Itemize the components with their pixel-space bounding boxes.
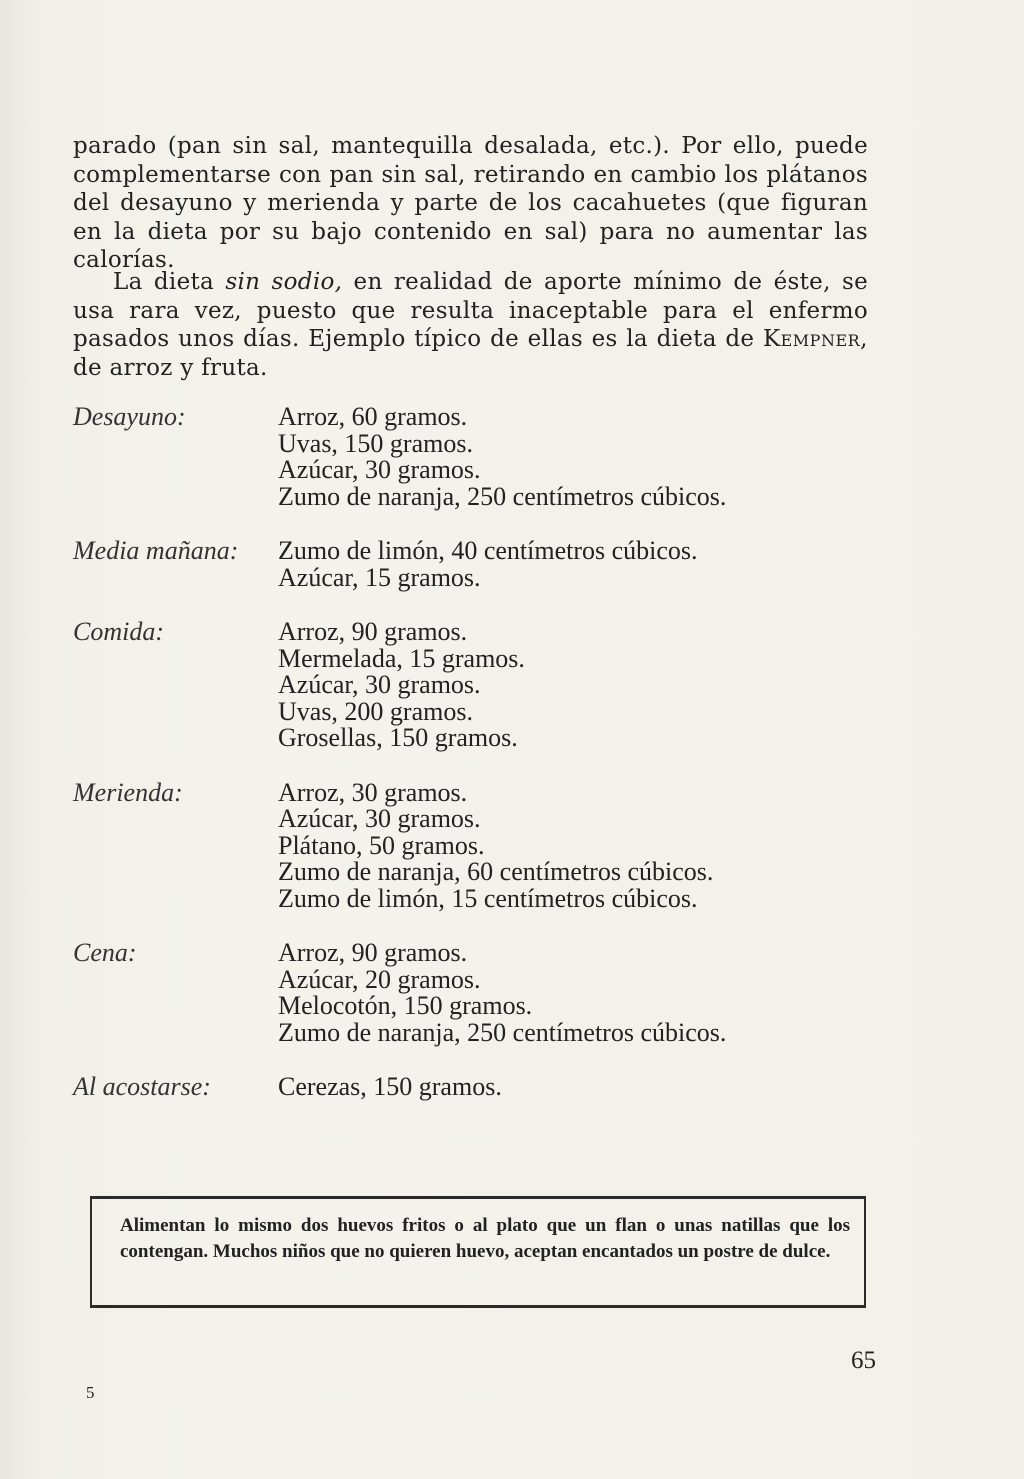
meal-item: Azúcar, 30 gramos. — [278, 804, 481, 833]
author-name-kempner: Kempner, — [762, 326, 868, 352]
meal-item: Arroz, 90 gramos. — [278, 617, 468, 646]
paragraph-sodium-free-diet — [73, 268, 868, 382]
meal-item: Azúcar, 15 gramos. — [278, 562, 481, 592]
meal-label: Al acostarse: — [73, 1072, 211, 1101]
meal-item: Zumo de limón, 15 centímetros cúbicos. — [278, 883, 698, 913]
paragraph-salt-free-bread: parado (pan sin sal, mantequilla desalada, etc.). Por ello, puede complementarse con pan sin sal, retirando en cambio los plátanos del desayuno y merienda y parte de los cacahuetes (que figuran en la dieta por su bajo contenido en sal) para no aumentar las calorías. — [73, 133, 868, 273]
callout-box — [90, 1196, 866, 1308]
meal-items — [278, 940, 873, 1046]
callout-text: Alimentan lo mismo dos huevos fritos o al plato que un flan o unas natillas que los contengan. Muchos niños que no quieren huevo, aceptan encantados un postre de dulce. — [120, 1215, 850, 1262]
paragraph-text-end: de arroz y fruta. — [73, 354, 268, 381]
meal-item: Zumo de naranja, 60 centímetros cúbicos. — [278, 857, 714, 886]
emphasis-sin-sodio: sin sodio, — [225, 269, 343, 295]
meal-item: Arroz, 30 gramos. — [278, 777, 468, 807]
meal-cena — [73, 940, 873, 1046]
meal-item: Uvas, 200 gramos. — [278, 696, 473, 726]
meal-media-manana — [73, 538, 873, 591]
meal-item: Arroz, 60 gramos. — [278, 402, 468, 431]
meal-item: Azúcar, 30 gramos. — [278, 455, 481, 484]
meal-al-acostarse — [73, 1074, 873, 1101]
meal-item: Mermelada, 15 gramos. — [278, 643, 525, 673]
page-number: 65 — [851, 1347, 876, 1374]
meal-items — [278, 538, 873, 591]
meal-label: Desayuno: — [73, 402, 186, 431]
meal-desayuno — [73, 404, 873, 510]
meal-item: Azúcar, 30 gramos. — [278, 670, 481, 699]
meal-item: Grosellas, 150 gramos. — [278, 723, 518, 752]
meal-item: Arroz, 90 gramos. — [278, 938, 468, 967]
meal-label: Media mañana: — [73, 536, 239, 565]
paragraph-text-middle: en realidad de aporte mínimo de éste, se usa rara vez, puesto que resulta inaceptable para el enfermo pasados unos días. Ejemplo típico de ellas es la dieta de — [73, 269, 869, 352]
meal-items — [278, 619, 873, 752]
kempner-diet-menu — [73, 404, 873, 1129]
meal-items — [278, 777, 873, 913]
meal-item: Zumo de naranja, 250 centímetros cúbicos. — [278, 481, 727, 511]
meal-item: Zumo de limón, 40 centímetros cúbicos. — [278, 536, 698, 565]
meal-label: Cena: — [73, 938, 137, 967]
meal-items — [278, 1074, 873, 1101]
meal-item: Zumo de naranja, 250 centímetros cúbicos. — [278, 1017, 727, 1047]
meal-items — [278, 404, 873, 510]
meal-label: Comida: — [73, 617, 164, 646]
signature-mark: 5 — [86, 1383, 95, 1402]
meal-item: Uvas, 150 gramos. — [278, 428, 473, 458]
meal-item: Plátano, 50 gramos. — [278, 830, 485, 860]
meal-item: Cerezas, 150 gramos. — [278, 1072, 502, 1101]
meal-merienda — [73, 777, 873, 913]
meal-item: Azúcar, 20 gramos. — [278, 964, 481, 994]
meal-comida — [73, 619, 873, 752]
paragraph-text-start: La dieta — [113, 269, 226, 295]
meal-label: Merienda: — [73, 777, 183, 807]
meal-item: Melocotón, 150 gramos. — [278, 991, 533, 1020]
